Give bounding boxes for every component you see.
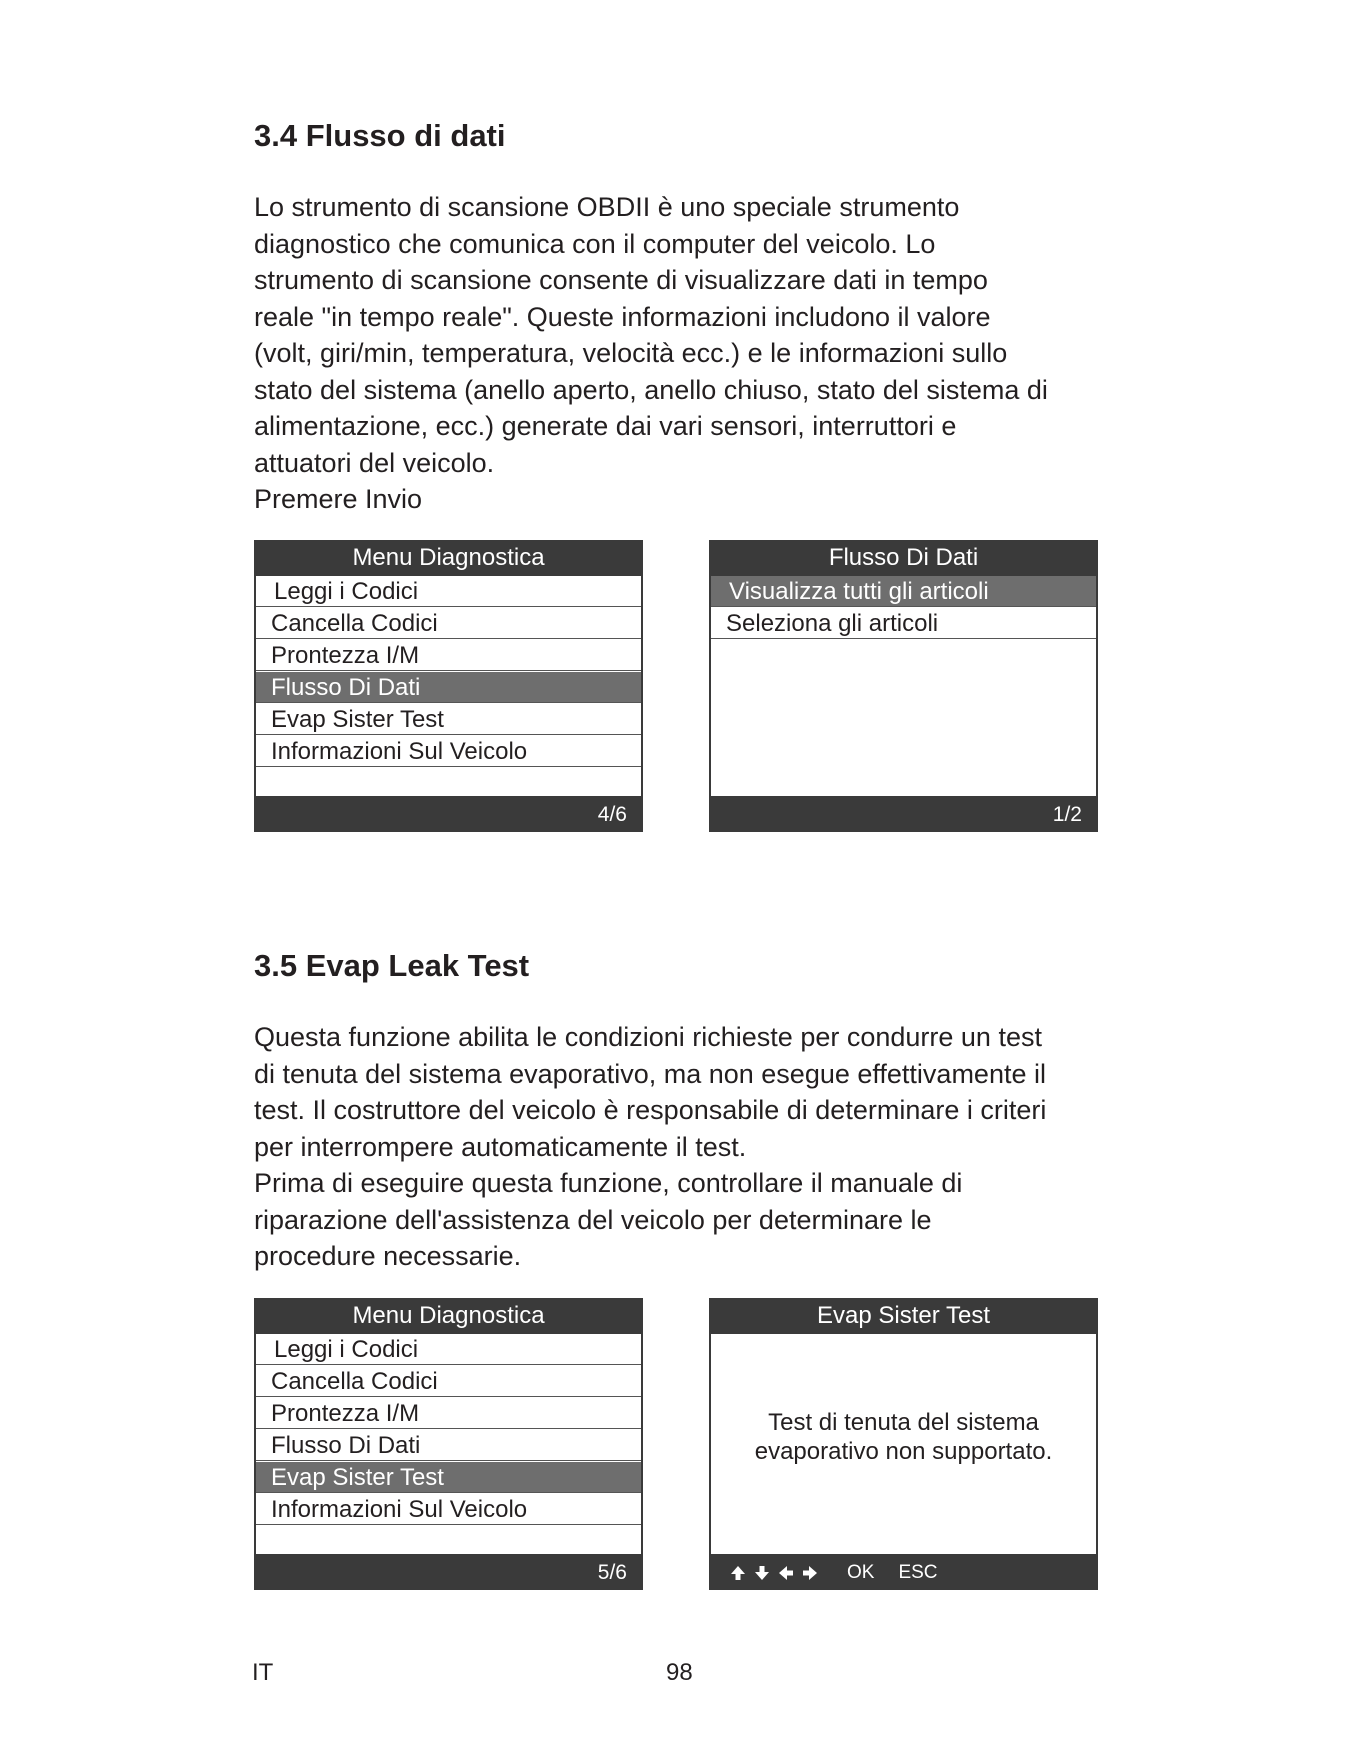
arrow-left-icon[interactable] — [777, 1564, 795, 1582]
menu-item-flusso-di-dati[interactable]: Flusso Di Dati — [256, 1430, 641, 1461]
screen-footer — [254, 1556, 643, 1590]
paragraph-line: test. Il costruttore del veicolo è responsabile di determinare i criteri — [254, 1095, 1047, 1125]
message-line: evaporativo non supportato. — [754, 1438, 1053, 1465]
section-heading-evap-leak-test: 3.5 Evap Leak Test — [254, 948, 530, 983]
menu-item-empty — [256, 768, 641, 799]
device-screen-evap-sister-test — [709, 1298, 1098, 1590]
menu-item-prontezza-im[interactable]: Prontezza I/M — [256, 1398, 641, 1429]
paragraph-line: stato del sistema (anello aperto, anello chiuso, stato del sistema di — [254, 374, 1048, 405]
paragraph-line: diagnostico che comunica con il computer del veicolo. Lo — [254, 228, 936, 259]
menu-list — [256, 576, 641, 796]
page-indicator: 4/6 — [597, 803, 627, 826]
menu-item-leggi-codici[interactable]: Leggi i Codici — [256, 1334, 641, 1365]
section-heading-flusso-di-dati: 3.4 Flusso di dati — [254, 118, 506, 153]
menu-item-informazioni-veicolo[interactable]: Informazioni Sul Veicolo — [256, 1494, 641, 1525]
screen-footer — [709, 798, 1098, 832]
paragraph-line: reale "in tempo reale". Queste informazioni includono il valore — [254, 301, 991, 332]
esc-key[interactable]: ESC — [898, 1562, 938, 1583]
ok-key[interactable]: OK — [847, 1562, 875, 1583]
message-line: Test di tenuta del sistema — [768, 1409, 1039, 1436]
message-area — [711, 1334, 1096, 1554]
menu-item-informazioni-veicolo[interactable]: Informazioni Sul Veicolo — [256, 736, 641, 767]
menu-list — [711, 576, 1096, 796]
paragraph-line: Premere Invio — [254, 484, 423, 514]
paragraph-line: procedure necessarie. — [254, 1241, 522, 1271]
screen-footer — [709, 1556, 1098, 1590]
screen-footer — [254, 798, 643, 832]
screen-title: Flusso Di Dati — [828, 544, 979, 571]
navigation-keys — [729, 1556, 938, 1590]
menu-item-evap-sister-test[interactable]: Evap Sister Test — [256, 704, 641, 735]
menu-item-visualizza-tutti-selected[interactable]: Visualizza tutti gli articoli — [711, 576, 1096, 607]
paragraph-line: Questa funzione abilita le condizioni richieste per condurre un test — [254, 1022, 1042, 1052]
menu-item-cancella-codici[interactable]: Cancella Codici — [256, 608, 641, 639]
arrow-right-icon[interactable] — [801, 1564, 819, 1582]
page-number: 98 — [666, 1659, 693, 1686]
arrow-up-icon[interactable] — [729, 1564, 747, 1582]
paragraph-line: Lo strumento di scansione OBDII è uno speciale strumento — [254, 192, 960, 222]
paragraph-line: riparazione dell'assistenza del veicolo per determinare le — [254, 1204, 932, 1235]
arrow-down-icon[interactable] — [753, 1564, 771, 1582]
screen-title: Menu Diagnostica — [352, 1302, 545, 1329]
menu-item-seleziona-articoli[interactable]: Seleziona gli articoli — [711, 608, 1096, 639]
page-indicator: 5/6 — [597, 1561, 627, 1584]
paragraph-line: alimentazione, ecc.) generate dai vari sensori, interruttori e — [254, 411, 957, 441]
device-screen-menu-diagnostica — [254, 540, 643, 832]
section-paragraph-flusso-di-dati — [254, 189, 1124, 518]
status-message — [711, 1408, 1096, 1466]
menu-item-cancella-codici[interactable]: Cancella Codici — [256, 1366, 641, 1397]
menu-item-leggi-codici[interactable]: Leggi i Codici — [256, 576, 641, 607]
screen-title: Menu Diagnostica — [352, 544, 545, 571]
paragraph-line: attuatori del veicolo. — [254, 447, 495, 478]
menu-item-prontezza-im[interactable]: Prontezza I/M — [256, 640, 641, 671]
paragraph-line: per interrompere automaticamente il test. — [254, 1131, 747, 1162]
paragraph-line: (volt, giri/min, temperatura, velocità ecc.) e le informazioni sullo — [254, 338, 1008, 368]
paragraph-line: di tenuta del sistema evaporativo, ma non esegue effettivamente il — [254, 1058, 1046, 1089]
section-paragraph-evap-leak-test — [254, 1019, 1124, 1275]
paragraph-line: Prima di eseguire questa funzione, controllare il manuale di — [254, 1168, 963, 1198]
menu-list — [256, 1334, 641, 1554]
page-indicator: 1/2 — [1052, 803, 1082, 826]
menu-item-evap-sister-test-selected[interactable]: Evap Sister Test — [256, 1462, 641, 1493]
screen-title: Evap Sister Test — [817, 1302, 990, 1329]
paragraph-line: strumento di scansione consente di visualizzare dati in tempo — [254, 265, 988, 295]
device-screen-menu-diagnostica-evap — [254, 1298, 643, 1590]
menu-item-empty — [256, 1526, 641, 1557]
menu-item-flusso-di-dati-selected[interactable]: Flusso Di Dati — [256, 672, 641, 703]
device-screen-flusso-di-dati — [709, 540, 1098, 832]
language-label: IT — [252, 1659, 274, 1686]
